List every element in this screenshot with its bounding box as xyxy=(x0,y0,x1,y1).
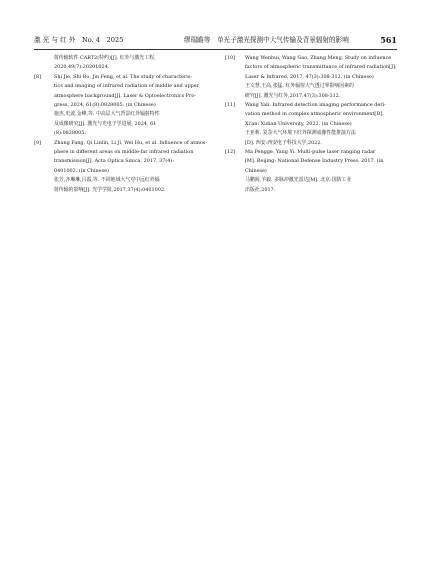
reference-line: 出版社,2017. xyxy=(245,186,276,193)
reference-10 xyxy=(225,54,397,101)
reference-line: 张芳,齐琳琳,吕霞,等. 不同地域大气对中远红外辐 xyxy=(54,177,160,184)
reference-12 xyxy=(225,148,397,195)
reference-line: Laser & Infrared, 2017, 47(3):308-312. (in Chinese) xyxy=(245,73,374,80)
reference-line: tics and imaging of infrared radiation of middle and upper xyxy=(54,83,199,90)
reference-line: 王亚莉. 复杂大气环境下红外探测成像性能推演方法 xyxy=(245,130,356,137)
reference-line: [M]. Beijing: National Defense Industry Press, 2017. (in xyxy=(245,158,384,165)
reference-line: 射传输的影响[J]. 光学学报,2017,37(4):0401002. xyxy=(54,186,166,193)
reference-line: Wang Yali. Infrared detection imaging performance deri- xyxy=(245,102,386,109)
reference-line: [D]. 西安:西安电子科技大学,2022. xyxy=(245,139,322,146)
reference-line: gress, 2024, 61(8):0828005. (in Chinese) xyxy=(54,102,156,109)
page-number: 561 xyxy=(380,35,397,45)
reference-continuation xyxy=(34,54,217,73)
reference-line: transmission[J]. Acta Optica Sinica, 2017, 37(4): xyxy=(54,158,174,165)
reference-line: vation method in complex atmospheric environment[D]. xyxy=(245,111,384,118)
page-header xyxy=(34,33,397,47)
reference-line: Chinese) xyxy=(245,167,267,174)
reference-8 xyxy=(34,73,217,139)
reference-line: Xi'an: Xidian University, 2022. (in Chinese) xyxy=(245,120,352,127)
reference-line: 马鹏阁,羊毅. 多脉冲激光雷达[M]. 北京:国防工业 xyxy=(245,177,352,184)
reference-line: 施杰,史波,金峰,等. 中高层大气背景红外辐射特性 xyxy=(54,111,160,118)
right-column xyxy=(225,54,397,195)
reference-number: [11] xyxy=(225,102,236,109)
reference-line: Shi Jie, Shi Bo, Jin Feng, et al. The study of characteris- xyxy=(54,73,193,80)
journal-name: 激 光 与 红 外 No. 4 2025 xyxy=(34,36,124,44)
reference-line: 射传输软件 CART2(特约)[J]. 红外与激光工程, xyxy=(54,55,156,61)
reference-line: atmosphere background[J]. Laser & Optoelectronics Pro- xyxy=(54,92,196,99)
reference-line: 研究[J]. 激光与红外,2017,47(3):308-312. xyxy=(245,92,341,99)
reference-line: (8):0828005. xyxy=(54,130,86,137)
reference-line: phere in different areas on middle-far infrared radiation xyxy=(54,149,194,156)
reference-line: Wang Wenhui, Wang Gao, Zhang Meng. Study on influence xyxy=(245,55,392,61)
reference-11 xyxy=(225,101,397,148)
header-rule xyxy=(34,49,397,50)
reference-number: [9] xyxy=(34,139,41,146)
reference-9 xyxy=(34,139,217,195)
running-title: 缪瑞瞻等 单光子激光探测中大气传输及背景辐射的影响 xyxy=(184,36,349,44)
reference-line: Zhang Fang, Qi Linlin, Li Ji, Wei Hu, et al. Influence of atmos- xyxy=(54,139,207,146)
reference-line: 0401002. (in Chinese) xyxy=(54,167,109,174)
reference-number: [10] xyxy=(225,55,236,61)
reference-number: [12] xyxy=(225,149,236,156)
reference-line: 王文慧,王高,张猛. 红外辐射大气透过率影响因素的 xyxy=(245,83,354,90)
reference-line: Ma Pengge, Yang Yi. Multi-pulse laser ranging radar xyxy=(245,149,376,156)
left-column xyxy=(34,54,217,195)
reference-line: 2020,49(7):20201024. xyxy=(54,64,110,71)
reference-line: 及成像研究[J]. 激光与光电子学进展, 2024, 61 xyxy=(54,120,157,127)
reference-number: [8] xyxy=(34,73,41,80)
reference-line: factors of atmospheric transmittance of infrared radiation[J]. xyxy=(245,64,397,71)
